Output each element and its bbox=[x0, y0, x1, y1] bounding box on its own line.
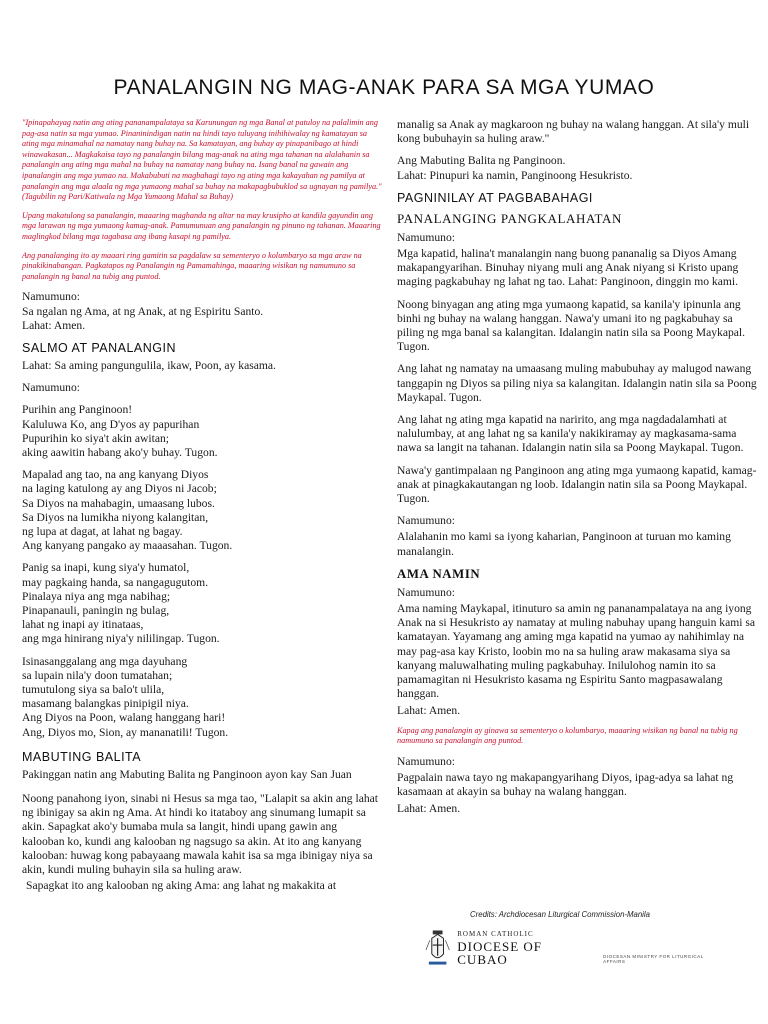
blessing-text: Pagpalain nawa tayo ng makapangyarihang Diyos, ipag-adya sa lahat ng kasamaan at akayin sa buhay na walang hanggan. bbox=[397, 771, 734, 799]
psalm-line: Kaluluwa Ko, ang D'yos ay papurihan bbox=[22, 417, 200, 431]
gp-leader: Namumuno: bbox=[397, 230, 455, 244]
psalm-line: Ang kanyang pangako ay maaasahan. Tugon. bbox=[22, 539, 233, 553]
psalm-line: Sa Diyos na lumikha niyong kalangitan, bbox=[22, 510, 209, 524]
psalm-line: ng lupa at dagat, at lahat ng bagay. bbox=[22, 524, 183, 538]
page-title: PANALANGIN NG MAG-ANAK PARA SA MGA YUMAO bbox=[113, 76, 655, 99]
psalm-line: Isinasanggalang ang mga dayuhang bbox=[22, 654, 188, 668]
gospel-heading: MABUTING BALITA bbox=[22, 749, 142, 764]
cemetery-red-note: Kapag ang panalangin ay ginawa sa sementeryo o kolumbaryo, maaaring wisikan ng banal na tubig ng namumuno sa panalangin ang puntod. bbox=[397, 725, 738, 746]
gospel-acclamation: Ang Mabuting Balita ng Panginoon. bbox=[397, 154, 566, 168]
psalm-line: aking aawitin habang ako'y buhay. Tugon. bbox=[22, 445, 218, 459]
petition: Ang lahat ng namatay na umaasang muling mabubuhay ay malugod nawang tanggapin ng Diyos sa piling niya sa kalangitan. Idalangin natin sila sa Poong Maykapal. Tugon. bbox=[397, 362, 757, 404]
logo-text bbox=[457, 931, 593, 966]
reflection-heading: PAGNINILAY AT PAGBABAHAGI bbox=[397, 190, 593, 205]
credits-line: Credits: Archdiocesan Liturgical Commission-Manila bbox=[470, 910, 650, 919]
lp-leader: Namumuno: bbox=[397, 585, 455, 599]
intro-red-cemetery-note: Ang panalanging ito ay maaari ring gamitin sa pagdalaw sa sementeryo o kolumbaryo sa mga araw na pinakikinabangan. Pagkatapos ng Panalangin ng Pamamahinga, maaaring wisikan ng namumuno sa panalangin ng banal na tubig ang puntod. bbox=[22, 250, 362, 281]
psalm-stanza bbox=[22, 403, 382, 460]
diocese-seal-icon bbox=[424, 928, 451, 968]
logo-tagline: DIOCESAN MINISTRY FOR LITURGICAL AFFAIRS bbox=[603, 954, 704, 964]
blessing-leader: Namumuno: bbox=[397, 754, 455, 768]
leader-label: Namumuno: bbox=[22, 290, 80, 304]
opening-block bbox=[22, 290, 382, 333]
closing-text: Alalahanin mo kami sa iyong kaharian, Panginoon at turuan mo kaming manalangin. bbox=[397, 530, 731, 558]
gospel-continuation: manalig sa Anak ay magkaroon ng buhay na walang hanggan. At sila'y muli kong bubuhayin sa huling araw." bbox=[397, 118, 750, 146]
lp-text: Ama naming Maykapal, itinuturo sa amin ng pananampalataya na ang iyong Anak na si Hesukristo ay namatay at muling nabuhay upang hanguin kami sa kamatayan. Yayamang ang aming mga kapatid na yumao ay nahihimlay na may pag-asa kay Kristo, loobin mo na sa huling araw makasama siya sa kanyang maluwalhating muling pagkabuhay. Inilulohog namin ito sa pamamagitan ni Hesukristo kasama ng Espiritu Santo magpasawalang hanggan. bbox=[397, 602, 756, 701]
salmo-heading: SALMO AT PANALANGIN bbox=[22, 340, 176, 355]
sign-of-cross: Sa ngalan ng Ama, at ng Anak, at ng Espiritu Santo. bbox=[22, 304, 264, 318]
left-column bbox=[22, 118, 382, 901]
gospel-intro: Pakinggan natin ang Mabuting Balita ng Panginoon ayon kay San Juan bbox=[22, 767, 352, 781]
gospel-ending bbox=[397, 154, 757, 182]
petition: Ang lahat ng ating mga kapatid na naririto, ang mga nagdadalamhati at nalulumbay, at ang lahat ng sa kanila'y nakikiramay ay magkasama-sama nawa sa langit na tahanan. Idalangin natin sila sa Poong Maykapal. Tugon. bbox=[397, 413, 744, 455]
psalm-line: Pinalaya niya ang mga nabihag; bbox=[22, 589, 171, 603]
logo-line-2: DIOCESE OF CUBAO bbox=[457, 938, 543, 967]
gp-intro: Mga kapatid, halina't manalangin nang buong pananalig sa Diyos Amang makapangyarihan. Binuhay niyang muli ang Anak niyang si Kristo upang maging pagkabuhay ng lahat ng tao. Lahat: Panginoon, dinggin mo kami. bbox=[397, 247, 739, 289]
psalm-line: Sa Diyos na mahabagin, umaasang lubos. bbox=[22, 496, 215, 510]
psalm-stanza bbox=[22, 468, 382, 553]
closing-leader: Namumuno: bbox=[397, 514, 455, 528]
petition: Nawa'y gantimpalaan ng Panginoon ang ating mga yumaong kapatid, kamag-anak at pinagkakautangan ng loob. Idalangin natin sila sa Poong Maykapal. Tugon. bbox=[397, 463, 757, 506]
lp-all: Lahat: Amen. bbox=[397, 703, 461, 717]
psalm-line: sa lupain nila'y doon tumatahan; bbox=[22, 668, 173, 682]
gospel-response: Lahat: Pinupuri ka namin, Panginoong Hesukristo. bbox=[397, 168, 633, 182]
all-response: Lahat: Amen. bbox=[22, 318, 86, 332]
psalm-line: lahat ng inapi ay itinataas, bbox=[22, 618, 144, 632]
psalm-line: Panig sa inapi, kung siya'y humatol, bbox=[22, 561, 190, 575]
general-prayer-heading: PANALANGING PANGKALAHATAN bbox=[397, 210, 622, 226]
psalm-line: ang mga hinirang niya'y nililingap. Tugon. bbox=[22, 632, 220, 646]
psalm-line: Pupurihin ko siya't akin awitan; bbox=[22, 431, 169, 445]
intro-red-note: "Ipinapahayag natin ang ating pananampalataya sa Karunungan ng mga Banal at patuloy na palalimin ang pag-asa natin sa mga yumao. Pinaninindigan natin na hindi tayo tuluyang inihihiwalay ng kamatayan sa ating mga minamahal na namatay nang buhay na. Sa kamatayan, ang buhay ay pinapanibago at hindi winawakasan... Magkakaisa tayo ng panalangin bilang mag-anak na ating mga tahanan na alalahanin sa panalangin ang ating mga mahal na buhay na namatay nang buhay na. Isang banal na gawain ang ipanalangin ang mga yumao na. Makabubuti na magbahagi tayo ng ating mga kakayahan ng pamilya at panalangin ang mga alaala ng mga yumaong mahal sa buhay na makapagbubuklod sa ugnayan ng pamilya." (Tagubilin ng Pari/Katiwala ng Mga Yumaong Mahal sa Buhay) bbox=[22, 118, 382, 202]
psalm-line: Ang, Diyos mo, Sion, ay mananatili! Tugon. bbox=[22, 725, 229, 739]
right-column bbox=[397, 118, 757, 824]
salmo-response: Lahat: Sa aming pangungulila, ikaw, Poon, ay kasama. bbox=[22, 358, 276, 372]
psalm-line: tumutulong siya sa balo't ulila, bbox=[22, 682, 165, 696]
psalm-line: Purihin ang Panginoon! bbox=[22, 403, 133, 417]
blessing-all: Lahat: Amen. bbox=[397, 801, 461, 815]
petition: Noong binyagan ang ating mga yumaong kapatid, sa kanila'y ipinunla ang binhi ng buhay na walang hanggan. Nawa'y umani ito ng pagkabuhay sa piling ng mga banal sa kalangitan. Idalangin natin sila sa Poong Maykapal. Tugon. bbox=[397, 297, 746, 354]
gospel-body-continued: Sapagkat ito ang kalooban ng aking Ama: ang lahat ng makakita at bbox=[26, 879, 337, 893]
salmo-leader: Namumuno: bbox=[22, 381, 80, 395]
psalm-line: Pinapanauli, paningin ng bulag, bbox=[22, 603, 170, 617]
psalm-line: masamang balangkas pinipigil niya. bbox=[22, 697, 189, 711]
psalm-line: may pagkaing handa, sa nangagugutom. bbox=[22, 575, 209, 589]
psalm-stanza bbox=[22, 561, 382, 646]
gospel-body: Noong panahong iyon, sinabi ni Hesus sa mga tao, "Lalapit sa akin ang lahat ng ibinigay sa akin ng Ama. At hindi ko itataboy ang sinumang lumapit sa akin. Sapagkat ako'y bumaba mula sa langit, hindi upang gawin ang kalooban ko, kundi ang kalooban ng nagsugo sa akin. At ito ang kanyang kalooban: huwag kong pabayaang mawala kahit isa sa mga ibinigay niya sa akin, kundi muling buhayin sila sa huling araw. bbox=[22, 792, 379, 877]
lords-prayer-heading: AMA NAMIN bbox=[397, 566, 481, 581]
logo-line-1: ROMAN CATHOLIC bbox=[457, 929, 534, 938]
psalm-line: Ang Diyos na Poon, walang hanggang hari! bbox=[22, 711, 226, 725]
psalm-line: na laging katulong ay ang Diyos ni Jacob; bbox=[22, 482, 217, 496]
psalm-line: Mapalad ang tao, na ang kanyang Diyos bbox=[22, 468, 209, 482]
psalm-stanza bbox=[22, 655, 382, 740]
intro-red-instructions: Upang makatulong sa panalangin, maaaring maghanda ng altar na may krusipho at kandila gayundin ang mga larawan ng mga yumaong kamag-anak. Pamumunuan ang panalangin ng pinuno ng tahanan. Maaaring maglingkod bilang mga tagabasa ang ibang kasapi ng pamilya. bbox=[22, 210, 381, 241]
diocese-logo bbox=[424, 926, 724, 970]
